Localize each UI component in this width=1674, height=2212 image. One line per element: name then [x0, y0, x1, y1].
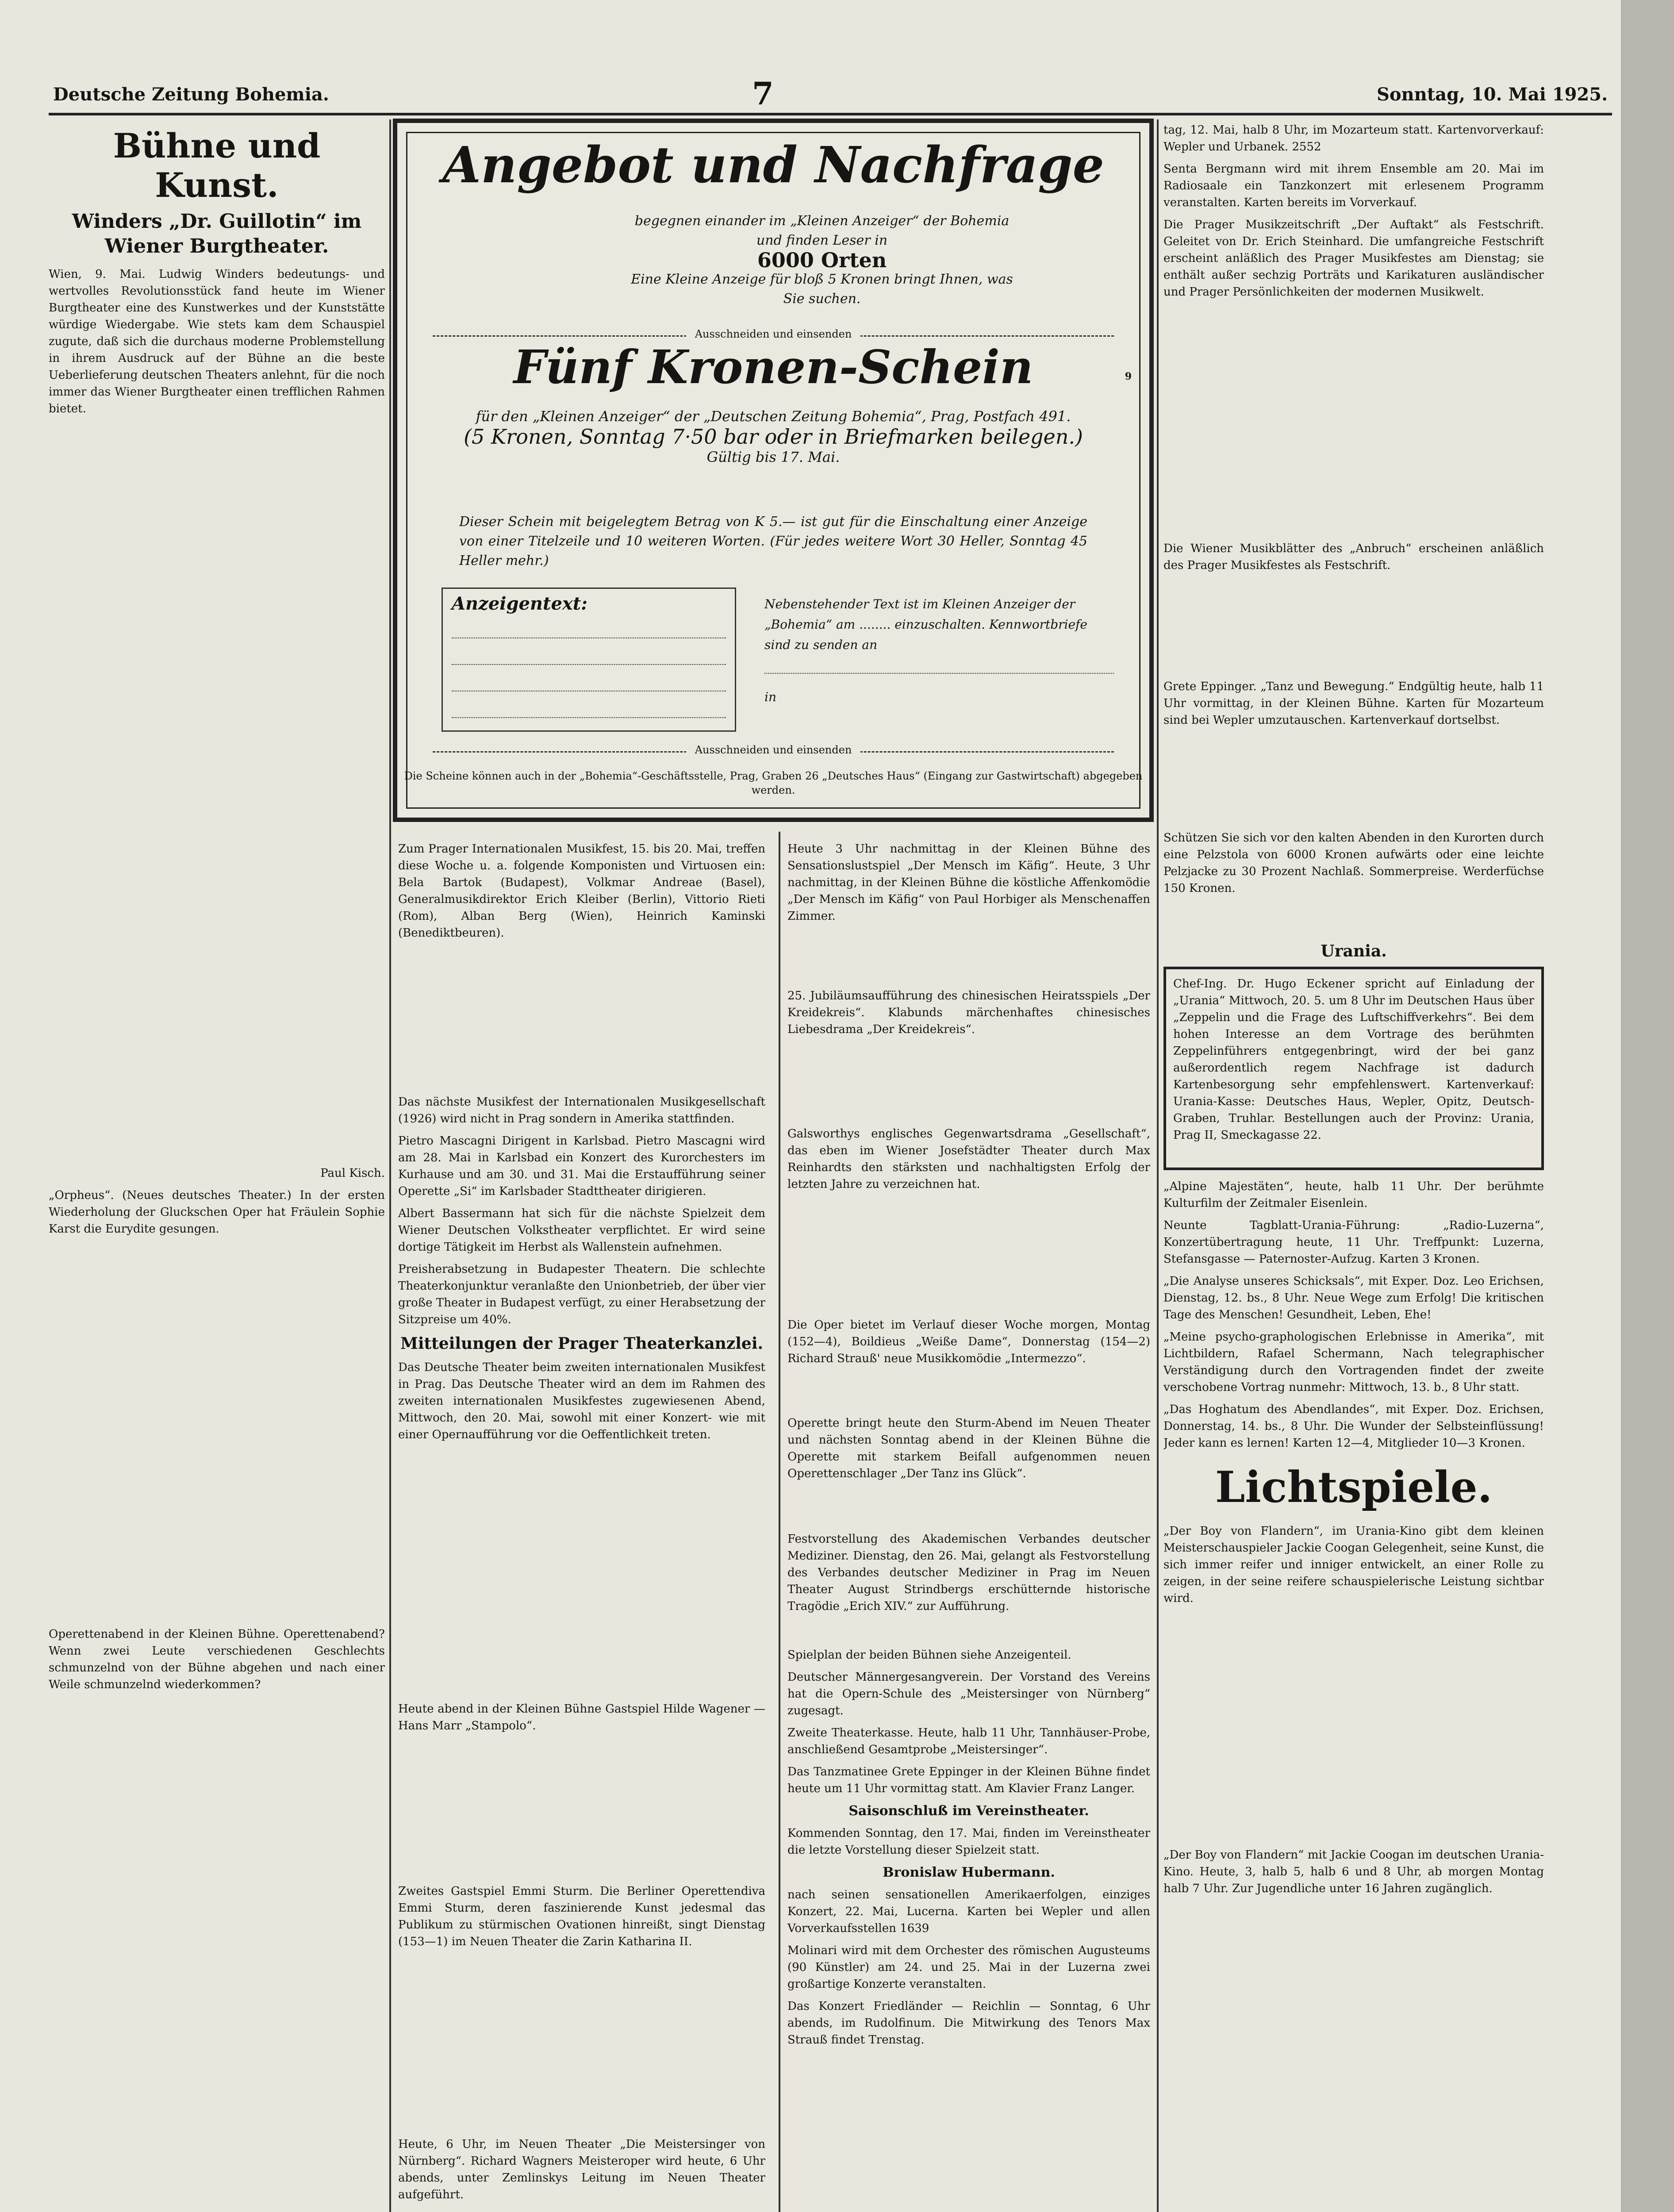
article-mozarteum: tag, 12. Mai, halb 8 Uhr, im Mozarteum statt. Kartenvorverkauf: Wepler und Urbanek. 2552: [1163, 123, 1544, 154]
article-festvorstellung: Festvorstellung des Akademischen Verbandes deutscher Mediziner. Dienstag, den 26. Mai, gelangt als Festvorstellung des Verbandes deutscher Mediziner in Prag im Neuen Theater August Strindbergs erschütternde historische Tragödie „Erich XIV.“ zur Aufführung.: [787, 1532, 1150, 1613]
ad-side-in: in: [764, 690, 776, 704]
classified-ad-box: [393, 119, 1154, 822]
article-molinari: Molinari wird mit dem Orchester des römischen Augusteums (90 Künstler) am 24. und 25. Mai in der Luzerna zwei großartige Konzerte veranstalten.: [787, 1944, 1150, 1991]
article-hoghatum: „Das Hoghatum des Abendlandes“, mit Exper. Doz. Erichsen, Donnerstag, 14. bs., 8 Uhr. Die Wunder der Selbsteinflüssung! Jeder kann es lernen! Karten 12—4, Mitglieder 10—3 Kronen.: [1163, 1403, 1544, 1450]
article-mensch-im-kaefig: Heute 3 Uhr nachmittag in der Kleinen Bühne des Sensationslustspiel „Der Mensch im Käfig“. Heute, 3 Uhr nachmittag, in der Kleinen Bühne die köstliche Affenkomödie „Der Mensch im Käfig“ von Paul Horbiger als Menschenaffen Zimmer.: [787, 842, 1150, 923]
section-title-buehne: Bühne und Kunst.: [113, 126, 321, 205]
header-rule: [49, 113, 1612, 115]
column-rule: [779, 832, 780, 2212]
article-musikfest-1926: Das nächste Musikfest der Internationalen Musikgesellschaft (1926) wird nicht in Prag sondern in Amerika stattfinden.: [398, 1095, 765, 1125]
article-galsworthy: Galsworthys englisches Gegenwartsdrama „Gesellschaft“, das eben im Wiener Josefstädter Theater durch Max Reinhardts den stärksten und nachhaltigsten Erfolg der letzten Jahre zu verzeichnen hat.: [787, 1127, 1150, 1191]
article-emmi-sturm: Zweites Gastspiel Emmi Sturm. Die Berliner Operettendiva Emmi Sturm, deren faszinierende Kunst jedesmal das Publikum zu stürmischen Ovationen hinreißt, singt Dienstag (153—1) im Neuen Theater die Zarin Katharina II.: [398, 1885, 765, 1948]
coupon-for: für den „Kleinen Anzeiger“ der „Deutschen Zeitung Bohemia“, Prag, Postfach 491.: [476, 408, 1071, 425]
article-meistersinger: Heute, 6 Uhr, im Neuen Theater „Die Meistersinger von Nürnberg“. Richard Wagners Meisteroper wird heute, 6 Uhr abends, unter Zemlinskys Leitung im Neuen Theater aufgeführt.: [398, 2138, 765, 2201]
mid-left-column: [398, 841, 765, 2212]
article-body-orpheus: „Orpheus“. (Neues deutsches Theater.) In der ersten Wiederholung der Gluckschen Oper hat Fräulein Sophie Karst die Eurydite gesungen.: [49, 1189, 385, 1236]
ad-side-text: Nebenstehender Text ist im Kleinen Anzeiger der „Bohemia“ am ........ einzuschalten. Kennwortbriefe sind zu senden an: [764, 597, 1087, 652]
left-column: [49, 122, 385, 2212]
urania-announcement-box: [1163, 967, 1544, 1170]
column-rule: [389, 119, 391, 2212]
article-tanzmatinee: Das Tanzmatinee Grete Eppinger in der Kleinen Bühne findet heute um 11 Uhr vormittag statt. Am Klavier Franz Langer.: [787, 1765, 1150, 1795]
ad-address-line[interactable]: [764, 673, 1114, 674]
page-number: 7: [752, 75, 774, 112]
article-hubermann: nach seinen sensationellen Amerikaerfolgen, einziges Konzert, 22. Mai, Lucerna. Karten bei Wepler und allen Vorverkaufsstellen 1639: [787, 1888, 1150, 1935]
masthead-date: Sonntag, 10. Mai 1925.: [1376, 84, 1608, 105]
section-vereinstheater: Saisonschluß im Vereinstheater.: [849, 1803, 1089, 1819]
coupon-title: Fünf Kronen-Schein: [513, 340, 1033, 394]
coupon-price: (5 Kronen, Sonntag 7·50 bar oder in Briefmarken beilegen.): [464, 425, 1083, 449]
article-boy-von-flandern: „Der Boy von Flandern“, im Urania-Kino gibt dem kleinen Meisterschauspieler Jackie Coogan Gelegenheit, seine Kunst, die sich immer reifer und inniger entwickelt, an einer Rolle zu zeigen, in der seine reifere schauspielerische Leistung sichtbar wird.: [1163, 1525, 1544, 1605]
right-column: [1163, 122, 1544, 2212]
article-anbruch: Die Wiener Musikblätter des „Anbruch“ erscheinen anläßlich des Prager Musikfestes als Festschrift.: [1163, 542, 1544, 572]
article-alpine: „Alpine Majestäten“, heute, halb 11 Uhr. Der berühmte Kulturfilm der Zeitmaler Eisenlein.: [1163, 1180, 1544, 1210]
article-author: Paul Kisch.: [320, 1167, 385, 1180]
article-operette: Operette bringt heute den Sturm-Abend im Neuen Theater und nächsten Sonntag abend in der Kleinen Bühne die Operette mit starkem Beifall aufgenommen neuen Operettenschlager „Der Tanz ins Glück“.: [787, 1417, 1150, 1480]
article-analyse: „Die Analyse unseres Schicksals“, mit Exper. Doz. Leo Erichsen, Dienstag, 12. bs., 8 Uhr. Neue Wege zum Erfolg! Die kritischen Tage des Menschen! Gesundheit, Leben, Ehe!: [1163, 1275, 1544, 1321]
coupon-note: Dieser Schein mit beigelegtem Betrag von K 5.— ist gut für die Einschaltung einer Anzeige von einer Titelzeile und 10 weiteren Worten. (Für jedes weitere Wort 30 Heller, Sonntag 45 Heller mehr.): [459, 514, 1087, 568]
article-body-winder: Wien, 9. Mai. Ludwig Winders bedeutungs- und wertvolles Revolutionsstück fand heute im Wiener Burgtheater eine des Kunstwerkes und der Kunststätte würdige Wiedergabe. Wie stets kam dem Schauspiel zugute, daß sich die durchaus moderne Problemstellung in ihrem Ausdruck auf der Bühne an die beste Ueberlieferung deutschen Theaters anlehnt, für die noch immer das Wiener Burgtheater einen trefflichen Rahmen bietet.: [49, 268, 385, 415]
mid-right-column: [787, 841, 1150, 2212]
article-maennergesang: Deutscher Männergesangverein. Der Vorstand des Vereins hat die Opern-Schule des „Meistersinger von Nürnberg“ zugesagt.: [787, 1671, 1150, 1717]
ad-text-field[interactable]: [442, 588, 736, 732]
ad-intro-text: begegnen einander im „Kleinen Anzeiger“ der Bohemia und finden Leser in: [634, 213, 1010, 248]
article-title-winder: Winders „Dr. Guillotin“ im Wiener Burgtheater.: [72, 210, 362, 257]
ad-text-line[interactable]: [452, 664, 726, 665]
coupon-subtitle: [464, 406, 1083, 467]
urania-announcement: Chef-Ing. Dr. Hugo Eckener spricht auf Einladung der „Urania“ Mittwoch, 20. 5. um 8 Uhr im Deutschen Haus über „Zeppelin und die Frage des Luftschiffverkehrs“. Bei dem hohen Interesse an dem Vortrage des berühmten Zeppelinführers entgegenbringt, wird der bei ganz außerordentlich regem Nachfrage ist dadurch Kartenbesorgung sehr empfehlenswert. Kartenverkauf: Urania-Kasse: Deutsches Haus, Wepler, Opitz, Deutsch-Graben, Truhlar. Bestellungen auch der Provinz: Urania, Prag II, Smeckagasse 22.: [1173, 977, 1534, 1142]
article-friedlaender: Das Konzert Friedländer — Reichlin — Sonntag, 6 Uhr abends, im Rudolfinum. Die Mitwirkung des Tenors Max Strauß findet Trenstag.: [787, 2000, 1150, 2047]
article-hilde-wagener: Heute abend in der Kleinen Bühne Gastspiel Hilde Wagener — Hans Marr „Stampolo“.: [398, 1702, 765, 1732]
cut-label-top: Ausschneiden und einsenden: [686, 328, 861, 340]
article-radio-luzerna: Neunte Tagblatt-Urania-Führung: „Radio-Luzerna“, Konzertübertragung heute, 11 Uhr. Treffpunkt: Luzerna, Stefansgasse — Paternoster-Aufzug. Karten 3 Kronen.: [1163, 1219, 1544, 1266]
article-theaterkasse: Zweite Theaterkasse. Heute, halb 11 Uhr, Tannhäuser-Probe, anschließend Gesamtprobe „Meistersinger“.: [787, 1726, 1150, 1756]
column-rule: [1157, 119, 1159, 2212]
article-senta-bergmann: Senta Bergmann wird mit ihrem Ensemble am 20. Mai im Radiosaale ein Tanzkonzert mit erlesenem Programm veranstalten. Karten bereits im Vorverkauf.: [1163, 162, 1544, 209]
scan-edge: [1621, 0, 1674, 2212]
article-deutsches-theater: Das Deutsche Theater beim zweiten internationalen Musikfest in Prag. Das Deutsche Theater wird an dem im Rahmen des zweiten internationalen Musikfestes zugewiesenen Abend, Mittwoch, den 20. Mai, sowohl mit einer Konzert- wie mit einer Opernaufführung vor die Oeffentlichkeit treten.: [398, 1361, 765, 1441]
section-title-theaterkanzlei: Mitteilungen der Prager Theaterkanzlei.: [400, 1334, 764, 1353]
ad-text-label: Anzeigentext:: [452, 593, 587, 614]
section-hubermann: Bronislaw Hubermann.: [883, 1865, 1055, 1880]
article-budapest: Preisherabsetzung in Budapester Theatern. Die schlechte Theaterkonjunktur veranlaßte den Unionbetrieb, der über vier große Theater in Budapest verfügt, zu einer Herabsetzung der Sitzpreise um 40%.: [398, 1263, 765, 1326]
ad-footer: Die Scheine können auch in der „Bohemia“-Geschäftsstelle, Prag, Graben 26 „Deutsches Haus“ (Eingang zur Gastwirtschaft) abgegeben werden.: [404, 770, 1143, 796]
ad-intro-price: Eine Kleine Anzeige für bloß 5 Kronen bringt Ihnen, was Sie suchen.: [631, 272, 1013, 307]
article-musikfest: Zum Prager Internationalen Musikfest, 15. bis 20. Mai, treffen diese Woche u. a. folgende Komponisten und Virtuosen ein: Bela Bartok (Budapest), Volkmar Andreae (Basel), Generalmusikdirektor Erich Kleiber (Berlin), Vittorio Rieti (Rom), Alban Berg (Wien), Heinrich Kaminski (Benediktbeuren).: [398, 842, 765, 940]
article-kreidekreis: 25. Jubiläumsaufführung des chinesischen Heiratsspiels „Der Kreidekreis“. Klabunds märchenhaftes chinesisches Liebesdrama „Der Kreidekreis“.: [787, 989, 1150, 1036]
article-pelzstola: Schützen Sie sich vor den kalten Abenden in den Kurorten durch eine Pelzstola von 6000 Kronen aufwärts oder eine leichte Pelzjacke zu 30 Prozent Nachlaß. Sommerpreise. Werderfüchse 150 Kronen.: [1163, 831, 1544, 895]
ad-intro-count: 6000 Orten: [757, 248, 887, 272]
ad-side-instructions: [764, 594, 1114, 707]
cut-line-bottom: [433, 744, 1114, 765]
ad-title: Angebot und Nachfrage: [442, 136, 1104, 194]
article-mascagni: Pietro Mascagni Dirigent in Karlsbad. Pietro Mascagni wird am 28. Mai in Karlsbad ein Konzert des Kurorchesters im Kurhause und am 30. und 31. Mai die Erstaufführung seiner Operette „Si“ im Karlsbader Stadttheater dirigieren.: [398, 1134, 765, 1198]
section-title-urania: Urania.: [1321, 942, 1387, 960]
article-vereinstheater: Kommenden Sonntag, den 17. Mai, finden im Vereinstheater die letzte Vorstellung dieser Spielzeit statt.: [787, 1827, 1150, 1857]
masthead-left: Deutsche Zeitung Bohemia.: [53, 84, 329, 105]
article-grete-eppinger: Grete Eppinger. „Tanz und Bewegung.“ Endgültig heute, halb 11 Uhr vormittag, in der Kleinen Bühne. Karten für Mozarteum sind bei Wepler umzutauschen. Kartenverkauf dortselbst.: [1163, 680, 1544, 727]
coupon-number: 9: [1125, 371, 1132, 382]
ad-intro: [627, 211, 1017, 309]
article-oper: Die Oper bietet im Verlauf dieser Woche morgen, Montag (152—4), Boildieus „Weiße Dame“, Donnerstag (154—2) Richard Strauß' neue Musikkomödie „Intermezzo“.: [787, 1318, 1150, 1365]
article-body-operettenabend: Operettenabend in der Kleinen Bühne. Operettenabend? Wenn zwei Leute verschiedenen Geschlechts schmunzelnd von der Bühne abgehen und nach einer Weile schmunzelnd wiederkommen?: [49, 1628, 385, 1691]
ad-text-line[interactable]: [452, 637, 726, 638]
article-spielplan: Spielplan der beiden Bühnen siehe Anzeigenteil.: [787, 1648, 1071, 1662]
article-bassermann: Albert Bassermann hat sich für die nächste Spielzeit dem Wiener Deutschen Volkstheater verpflichtet. Er wird seine dortige Tätigkeit im Herbst als Wallenstein aufnehmen.: [398, 1207, 765, 1254]
cut-label-bottom: Ausschneiden und einsenden: [686, 744, 861, 756]
article-auftakt: Die Prager Musikzeitschrift „Der Auftakt“ als Festschrift. Geleitet von Dr. Erich Steinhard. Die umfangreiche Festschrift erscheint anläßlich des Prager Musikfestes am Dienstag; sie enthält außer sechzig Porträts und Karikaturen ausländischer und Prager Persönlichkeiten der modernen Musikwelt.: [1163, 218, 1544, 299]
section-title-lichtspiele: Lichtspiele.: [1215, 1462, 1493, 1512]
ad-text-line[interactable]: [452, 717, 726, 718]
article-schermann: „Meine psycho-graphologischen Erlebnisse in Amerika“, mit Lichtbildern, Rafael Schermann, Nach telegraphischer Verständigung durch den Vortragenden findet der zweite verschobene Vortrag nunmehr: Mittwoch, 13. b., 8 Uhr statt.: [1163, 1330, 1544, 1394]
article-boy-von-flandern-times: „Der Boy von Flandern“ mit Jackie Coogan im deutschen Urania-Kino. Heute, 3, halb 5, halb 6 und 8 Uhr, ab morgen Montag halb 7 Uhr. Zur Jugendliche unter 16 Jahren zugänglich.: [1163, 1848, 1544, 1895]
coupon-valid: Gültig bis 17. Mai.: [706, 449, 840, 465]
